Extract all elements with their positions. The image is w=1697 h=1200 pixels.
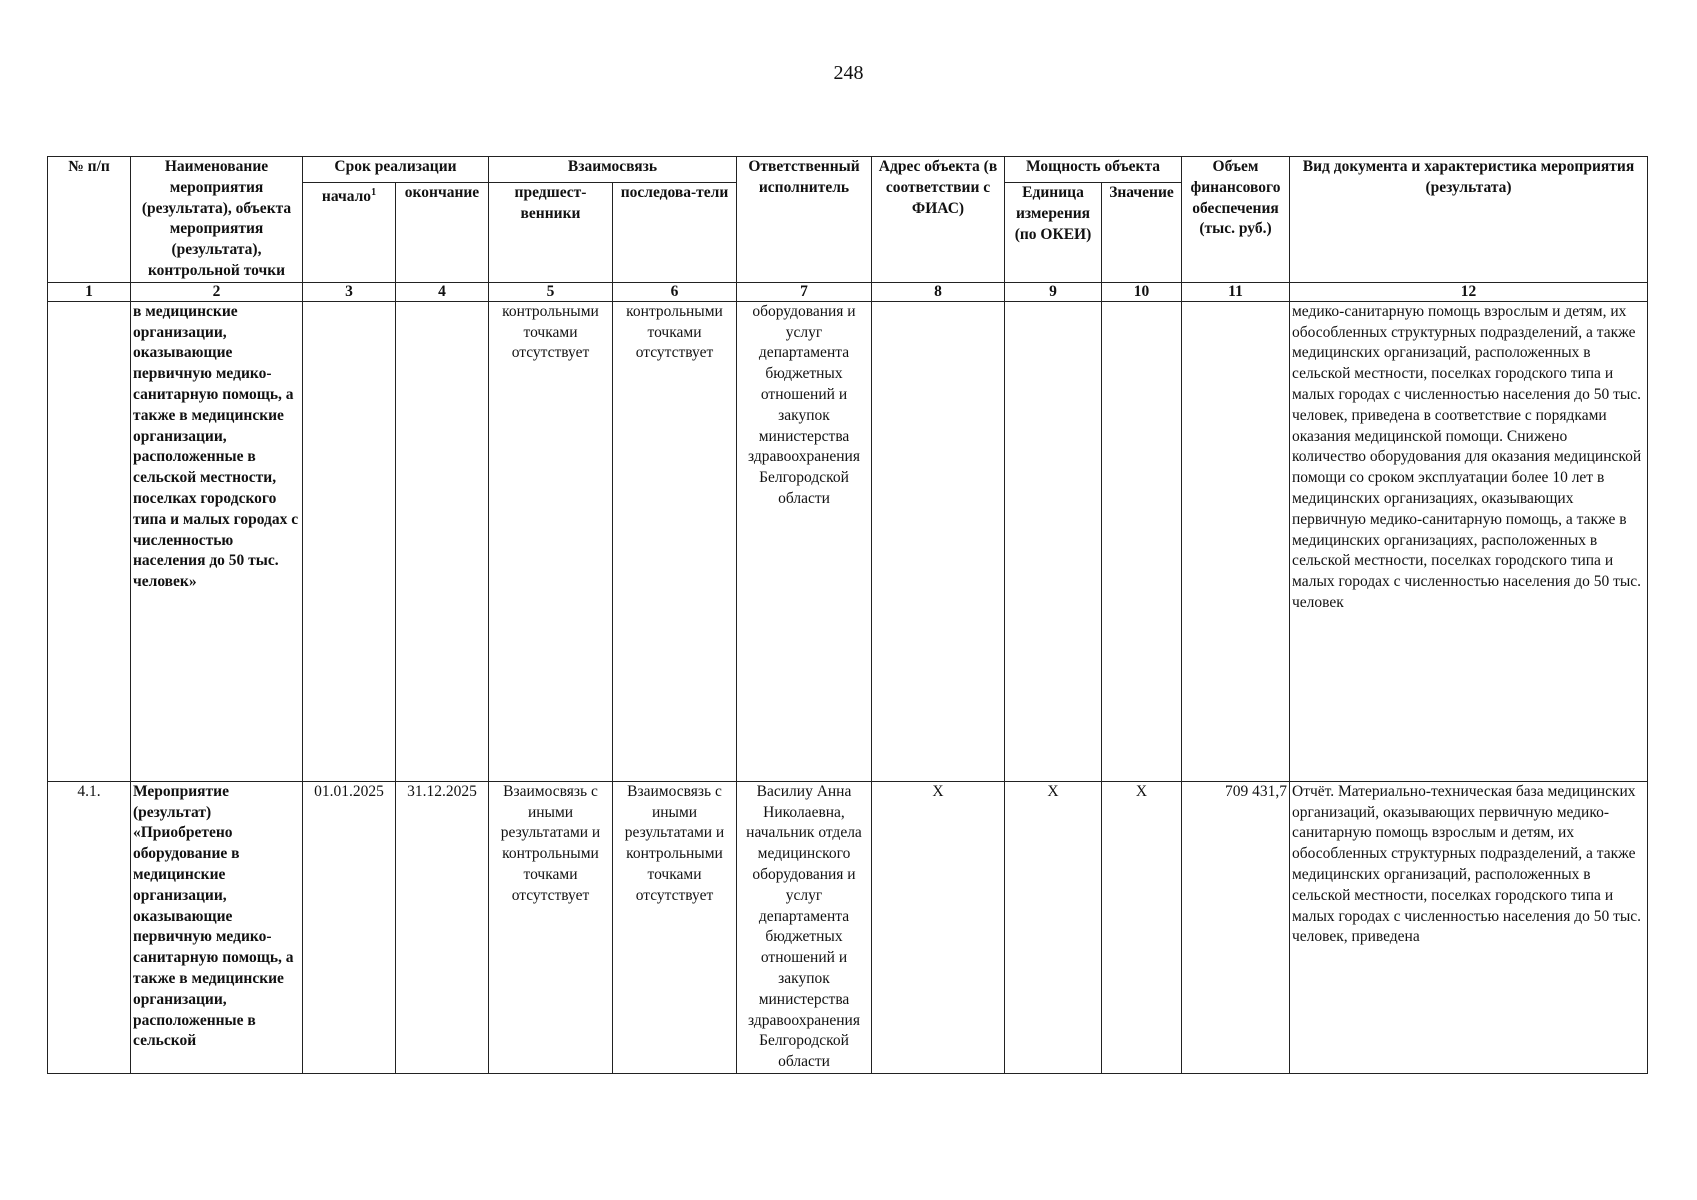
header-successors: последова-тели — [613, 183, 737, 283]
table-row — [48, 781, 1648, 1073]
header-relation: Взаимосвязь — [489, 157, 737, 183]
row-address: Х — [872, 781, 1005, 1073]
col-number: 7 — [737, 282, 872, 301]
header-address: Адрес объекта (в соответствии с ФИАС) — [872, 157, 1005, 283]
row-end — [396, 301, 489, 781]
col-number: 1 — [48, 282, 131, 301]
column-numbers-row — [48, 282, 1648, 301]
header-start: начало$^1$ — [303, 183, 396, 283]
col-number: 8 — [872, 282, 1005, 301]
col-number: 3 — [303, 282, 396, 301]
col-number: 10 — [1102, 282, 1182, 301]
row-end: 31.12.2025 — [396, 781, 489, 1073]
header-capacity: Мощность объекта — [1005, 157, 1182, 183]
row-unit: Х — [1005, 781, 1102, 1073]
row-funding: 709 431,7 — [1182, 781, 1290, 1073]
header-num: № п/п — [48, 157, 131, 283]
col-number: 4 — [396, 282, 489, 301]
row-start: 01.01.2025 — [303, 781, 396, 1073]
header-start-footnote: 1 — [371, 187, 377, 199]
col-number: 6 — [613, 282, 737, 301]
header-value: Значение — [1102, 183, 1182, 283]
col-number: 2 — [131, 282, 303, 301]
header-predecessors: предшест-венники — [489, 183, 613, 283]
row-value: Х — [1102, 781, 1182, 1073]
header-funding: Объем финансового обеспечения (тыс. руб.) — [1182, 157, 1290, 283]
row-successors: Взаимосвязь с иными результатами и контрольными точками отсутствует — [613, 781, 737, 1073]
row-num — [48, 301, 131, 781]
col-number: 12 — [1290, 282, 1648, 301]
row-predecessors: Взаимосвязь с иными результатами и контрольными точками отсутствует — [489, 781, 613, 1073]
row-responsible: оборудования и услуг департамента бюджетных отношений и закупок министерства здравоохранения Белгородской области — [737, 301, 872, 781]
row-start — [303, 301, 396, 781]
row-address — [872, 301, 1005, 781]
col-number: 5 — [489, 282, 613, 301]
header-responsible: Ответственный исполнитель — [737, 157, 872, 283]
row-value — [1102, 301, 1182, 781]
row-successors: контрольными точками отсутствует — [613, 301, 737, 781]
row-responsible: Василиу Анна Николаевна, начальник отдела медицинского оборудования и услуг департамента бюджетных отношений и закупок министерства здравоохранения Белгородской области — [737, 781, 872, 1073]
measures-table — [47, 156, 1648, 1074]
header-end: окончание — [396, 183, 489, 283]
row-name: в медицинские организации, оказывающие первичную медико-санитарную помощь, а также в медицинские организации, расположенные в сельской местности, поселках городского типа и малых городах с численностью населения до 50 тыс. человек» — [131, 301, 303, 781]
col-number: 11 — [1182, 282, 1290, 301]
row-num: 4.1. — [48, 781, 131, 1073]
row-name: Мероприятие (результат) «Приобретено оборудование в медицинские организации, оказывающие первичную медико-санитарную помощь, а также в медицинские организации, расположенные в сельской — [131, 781, 303, 1073]
col-number: 9 — [1005, 282, 1102, 301]
table-row — [48, 301, 1648, 781]
header-doc-type: Вид документа и характеристика мероприятия (результата) — [1290, 157, 1648, 283]
header-unit: Единица измерения (по ОКЕИ) — [1005, 183, 1102, 283]
row-doc: Отчёт. Материально-техническая база медицинских организаций, оказывающих первичную медико-санитарную помощь взрослым и детям, их обособленных структурных подразделений, а также медицинских организаций, расположенных в сельской местности, поселках городского типа и малых городах с численностью населения до 50 тыс. человек, приведена — [1290, 781, 1648, 1073]
page-number: 248 — [833, 62, 864, 84]
row-unit — [1005, 301, 1102, 781]
row-predecessors: контрольными точками отсутствует — [489, 301, 613, 781]
row-doc: медико-санитарную помощь взрослым и детям, их обособленных структурных подразделений, а также медицинских организаций, расположенных в сельской местности, поселках городского типа и малых городах с численностью населения до 50 тыс. человек, приведена в соответствие с порядками оказания медицинской помощи. Снижено количество оборудования для оказания медицинской помощи со сроком эксплуатации более 10 лет в медицинских организациях, оказывающих первичную медико-санитарную помощь, а также в медицинских организациях, расположенных в сельской местности, поселках городского типа и малых городах с численностью населения до 50 тыс. человек — [1290, 301, 1648, 781]
header-period: Срок реализации — [303, 157, 489, 183]
header-name: Наименование мероприятия (результата), объекта мероприятия (результата), контрольной точки — [131, 157, 303, 283]
row-funding — [1182, 301, 1290, 781]
